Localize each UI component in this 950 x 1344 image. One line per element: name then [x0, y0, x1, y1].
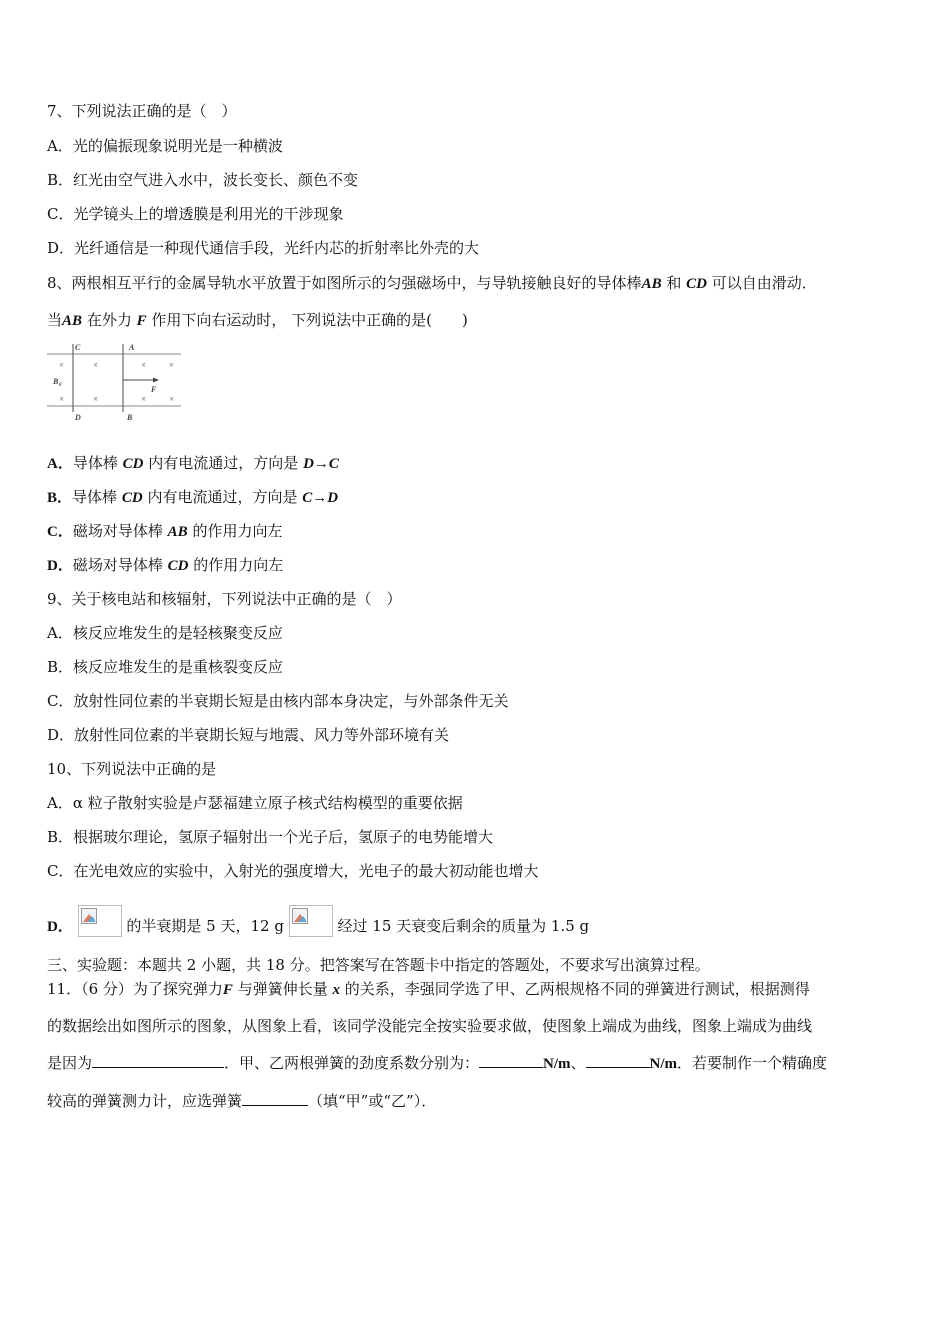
q9-option-c: C．放射性同位素的半衰期长短是由核内部本身决定，与外部条件无关 — [47, 692, 509, 710]
q8-a-dir: D→C — [303, 456, 339, 472]
q8-c-text: 磁场对导体棒 — [72, 522, 163, 540]
field-cross: × — [141, 394, 147, 404]
q11-l1-c: 的关系，李强同学选了甲、乙两根规格不同的弹簧进行测试，根据测得 — [344, 980, 810, 998]
force-arrow-head — [153, 378, 159, 383]
label-b0: B — [53, 377, 59, 386]
q8-stem1-ab: AB — [641, 276, 662, 292]
q8-d-text: 磁场对导体棒 — [72, 556, 163, 574]
q11-l1-b: 与弹簧伸长量 — [237, 980, 328, 998]
broken-image-icon — [289, 905, 333, 937]
q7-option-b: B．红光由空气进入水中，波长变长、颜色不变 — [47, 171, 359, 189]
q11-l1-a: 11．（6 分）为了探究弹力 — [47, 980, 223, 998]
q11-l4-b: （填“甲”或“乙”）． — [308, 1092, 437, 1110]
q11-l3-b: ．甲、乙两根弹簧的劲度系数分别为： — [224, 1054, 480, 1072]
label-b0-sub: 0 — [59, 383, 62, 388]
q8-d-rod: CD — [167, 558, 189, 574]
q8-stem1-b: 和 — [666, 274, 682, 292]
q8-stem2-ab: AB — [62, 313, 83, 329]
field-cross: × — [169, 360, 175, 370]
q8-c-text2: 的作用力向左 — [192, 522, 283, 540]
q8-option-d — [47, 555, 283, 576]
q10-d-mid: 的半衰期是 5 天，12 g — [126, 917, 284, 935]
q10-option-d — [47, 905, 589, 937]
label-a: A — [129, 343, 135, 352]
q8-a-text2: 内有电流通过，方向是 — [148, 454, 299, 472]
label-c: C — [75, 343, 81, 352]
q10-option-a: A．α 粒子散射实验是卢瑟福建立原子核式结构模型的重要依据 — [47, 794, 463, 812]
q10-d-label: D． — [47, 919, 73, 935]
q10-option-b: B．根据玻尔理论，氢原子辐射出一个光子后，氢原子的电势能增大 — [47, 828, 494, 846]
q11-l3-unit2: N/m — [649, 1056, 678, 1072]
label-f: F — [151, 385, 157, 394]
broken-image-icon — [78, 905, 122, 937]
q9-stem: 9、关于核电站和核辐射，下列说法中正确的是（ ） — [47, 590, 402, 608]
field-cross: × — [141, 360, 147, 370]
label-d: D — [75, 413, 81, 422]
q8-option-b — [47, 487, 338, 508]
q7-option-c: C．光学镜头上的增透膜是利用光的干涉现象 — [47, 205, 344, 223]
q11-line4 — [47, 1091, 436, 1111]
q8-stem-line2 — [47, 310, 468, 331]
q11-l3-c: 、 — [570, 1054, 586, 1072]
q7-option-d: D．光纤通信是一种现代通信手段，光纤内芯的折射率比外壳的大 — [47, 239, 480, 257]
field-cross: × — [59, 394, 65, 404]
q8-stem2-c: 作用下向右运动时， 下列说法中正确的是( ) — [151, 311, 468, 329]
q8-c-rod: AB — [167, 524, 188, 540]
answer-blank[interactable] — [586, 1053, 650, 1068]
answer-blank[interactable] — [92, 1053, 224, 1068]
q8-b-rod: CD — [121, 490, 143, 506]
q8-option-a — [47, 453, 339, 474]
q9-option-b: B．核反应堆发生的是重核裂变反应 — [47, 658, 284, 676]
q8-c-label: C． — [47, 524, 73, 540]
section3-heading: 三、实验题：本题共 2 小题，共 18 分。把答案写在答题卡中指定的答题处，不要求写出演算过程。 — [47, 956, 710, 974]
q8-stem-line1 — [47, 273, 817, 294]
q9-option-a: A．核反应堆发生的是轻核聚变反应 — [47, 624, 283, 642]
q8-a-label: A． — [47, 456, 73, 472]
answer-blank[interactable] — [479, 1053, 543, 1068]
q7-option-a: A．光的偏振现象说明光是一种横波 — [47, 137, 283, 155]
q11-line1 — [47, 979, 810, 1000]
q11-l3-unit1: N/m — [543, 1056, 571, 1072]
q7-stem: 7、下列说法正确的是（ ） — [47, 102, 237, 120]
answer-blank[interactable] — [242, 1091, 308, 1106]
q9-option-d: D．放射性同位素的半衰期长短与地震、风力等外部环境有关 — [47, 726, 450, 744]
q8-a-text: 导体棒 — [72, 454, 118, 472]
q8-a-rod: CD — [122, 456, 144, 472]
label-b: B — [127, 413, 133, 422]
q11-l4-a: 较高的弹簧测力计，应选弹簧 — [47, 1092, 243, 1110]
q8-stem1-a: 8、两根相互平行的金属导轨水平放置于如图所示的匀强磁场中，与导轨接触良好的导体棒 — [47, 274, 642, 292]
field-cross: × — [59, 360, 65, 370]
q8-b-text: 导体棒 — [72, 488, 118, 506]
q11-line3 — [47, 1053, 827, 1074]
q8-b-label: B． — [47, 490, 73, 506]
q8-stem1-c: 可以自由滑动． — [711, 274, 817, 292]
q8-stem1-cd: CD — [686, 276, 707, 292]
q11-line2: 的数据绘出如图所示的图象，从图象上看，该同学没能完全按实验要求做，使图象上端成为曲线，图象上端成为曲线 — [47, 1017, 813, 1035]
field-cross: × — [93, 394, 99, 404]
q11-l3-a: 是因为 — [47, 1054, 93, 1072]
q8-d-label: D． — [47, 558, 73, 574]
q11-l1-x: x — [332, 982, 340, 998]
q8-b-text2: 内有电流通过，方向是 — [147, 488, 298, 506]
q8-stem2-f: F — [136, 313, 147, 329]
q8-b-dir: C→D — [302, 490, 339, 506]
q8-rails-figure — [45, 340, 185, 424]
field-cross: × — [169, 394, 175, 404]
q8-d-text2: 的作用力向左 — [193, 556, 284, 574]
q10-stem: 10、下列说法中正确的是 — [47, 760, 217, 778]
q10-option-c: C．在光电效应的实验中，入射光的强度增大，光电子的最大初动能也增大 — [47, 862, 539, 880]
q11-l1-f: F — [222, 982, 233, 998]
q10-d-end: 经过 15 天衰变后剩余的质量为 1.5 g — [337, 917, 590, 935]
q11-l3-d: ．若要制作一个精确度 — [677, 1054, 828, 1072]
q8-option-c — [47, 521, 282, 542]
q8-stem2-a: 当 — [47, 311, 63, 329]
q8-stem2-b: 在外力 — [86, 311, 132, 329]
field-cross: × — [93, 360, 99, 370]
